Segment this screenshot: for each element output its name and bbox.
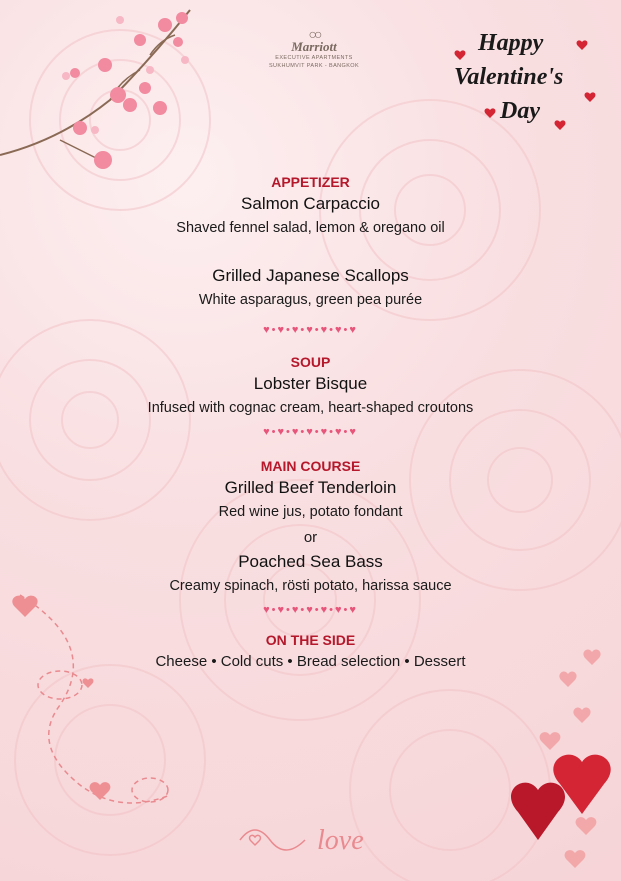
dish-description: Red wine jus, potato fondant xyxy=(218,504,403,520)
dish-name: Poached Sea Bass xyxy=(238,552,383,571)
section-title-on-the-side: ON THE SIDE xyxy=(265,632,356,648)
red-hearts-cluster-icon xyxy=(500,630,621,875)
lettering-day: Day xyxy=(500,98,540,124)
or-separator: or xyxy=(303,529,318,546)
love-flourish xyxy=(235,815,395,865)
dish-name: Lobster Bisque xyxy=(253,374,368,393)
section-title-main-course: MAIN COURSE xyxy=(260,458,361,474)
dish-description: Infused with cognac cream, heart-shaped croutons xyxy=(147,400,474,416)
dish-description: Shaved fennel salad, lemon & oregano oil xyxy=(176,220,445,236)
logo-line1: EXECUTIVE APARTMENTS xyxy=(275,55,353,61)
heart-divider: ♥•♥•♥•♥•♥•♥•♥ xyxy=(263,426,358,438)
love-text: love xyxy=(317,825,364,856)
heart-divider: ♥•♥•♥•♥•♥•♥•♥ xyxy=(263,604,358,616)
heart-divider: ♥•♥•♥•♥•♥•♥•♥ xyxy=(263,324,358,336)
valentines-day-lettering xyxy=(450,22,600,132)
dashed-hearts-trail-icon xyxy=(0,585,180,825)
dish-name: Grilled Beef Tenderloin xyxy=(224,478,397,497)
blossom-branch-icon xyxy=(0,0,200,185)
section-title-appetizer: APPETIZER xyxy=(271,174,350,190)
marriott-rings-icon: ○○ xyxy=(308,26,320,42)
dish-name: Grilled Japanese Scallops xyxy=(212,266,409,285)
dish-description: White asparagus, green pea purée xyxy=(198,292,423,308)
marriott-logo xyxy=(262,28,366,70)
lettering-valentines: Valentine's xyxy=(454,64,564,90)
dish-name: Salmon Carpaccio xyxy=(241,194,380,213)
section-title-soup: SOUP xyxy=(290,354,331,370)
logo-line2: SUKHUMVIT PARK - BANGKOK xyxy=(268,63,360,69)
dish-description: Creamy spinach, rösti potato, harissa sauce xyxy=(169,578,452,594)
lettering-happy: Happy xyxy=(478,30,544,56)
logo-brand: Marriott xyxy=(291,39,337,54)
side-items: Cheese • Cold cuts • Bread selection • Dessert xyxy=(155,653,466,670)
